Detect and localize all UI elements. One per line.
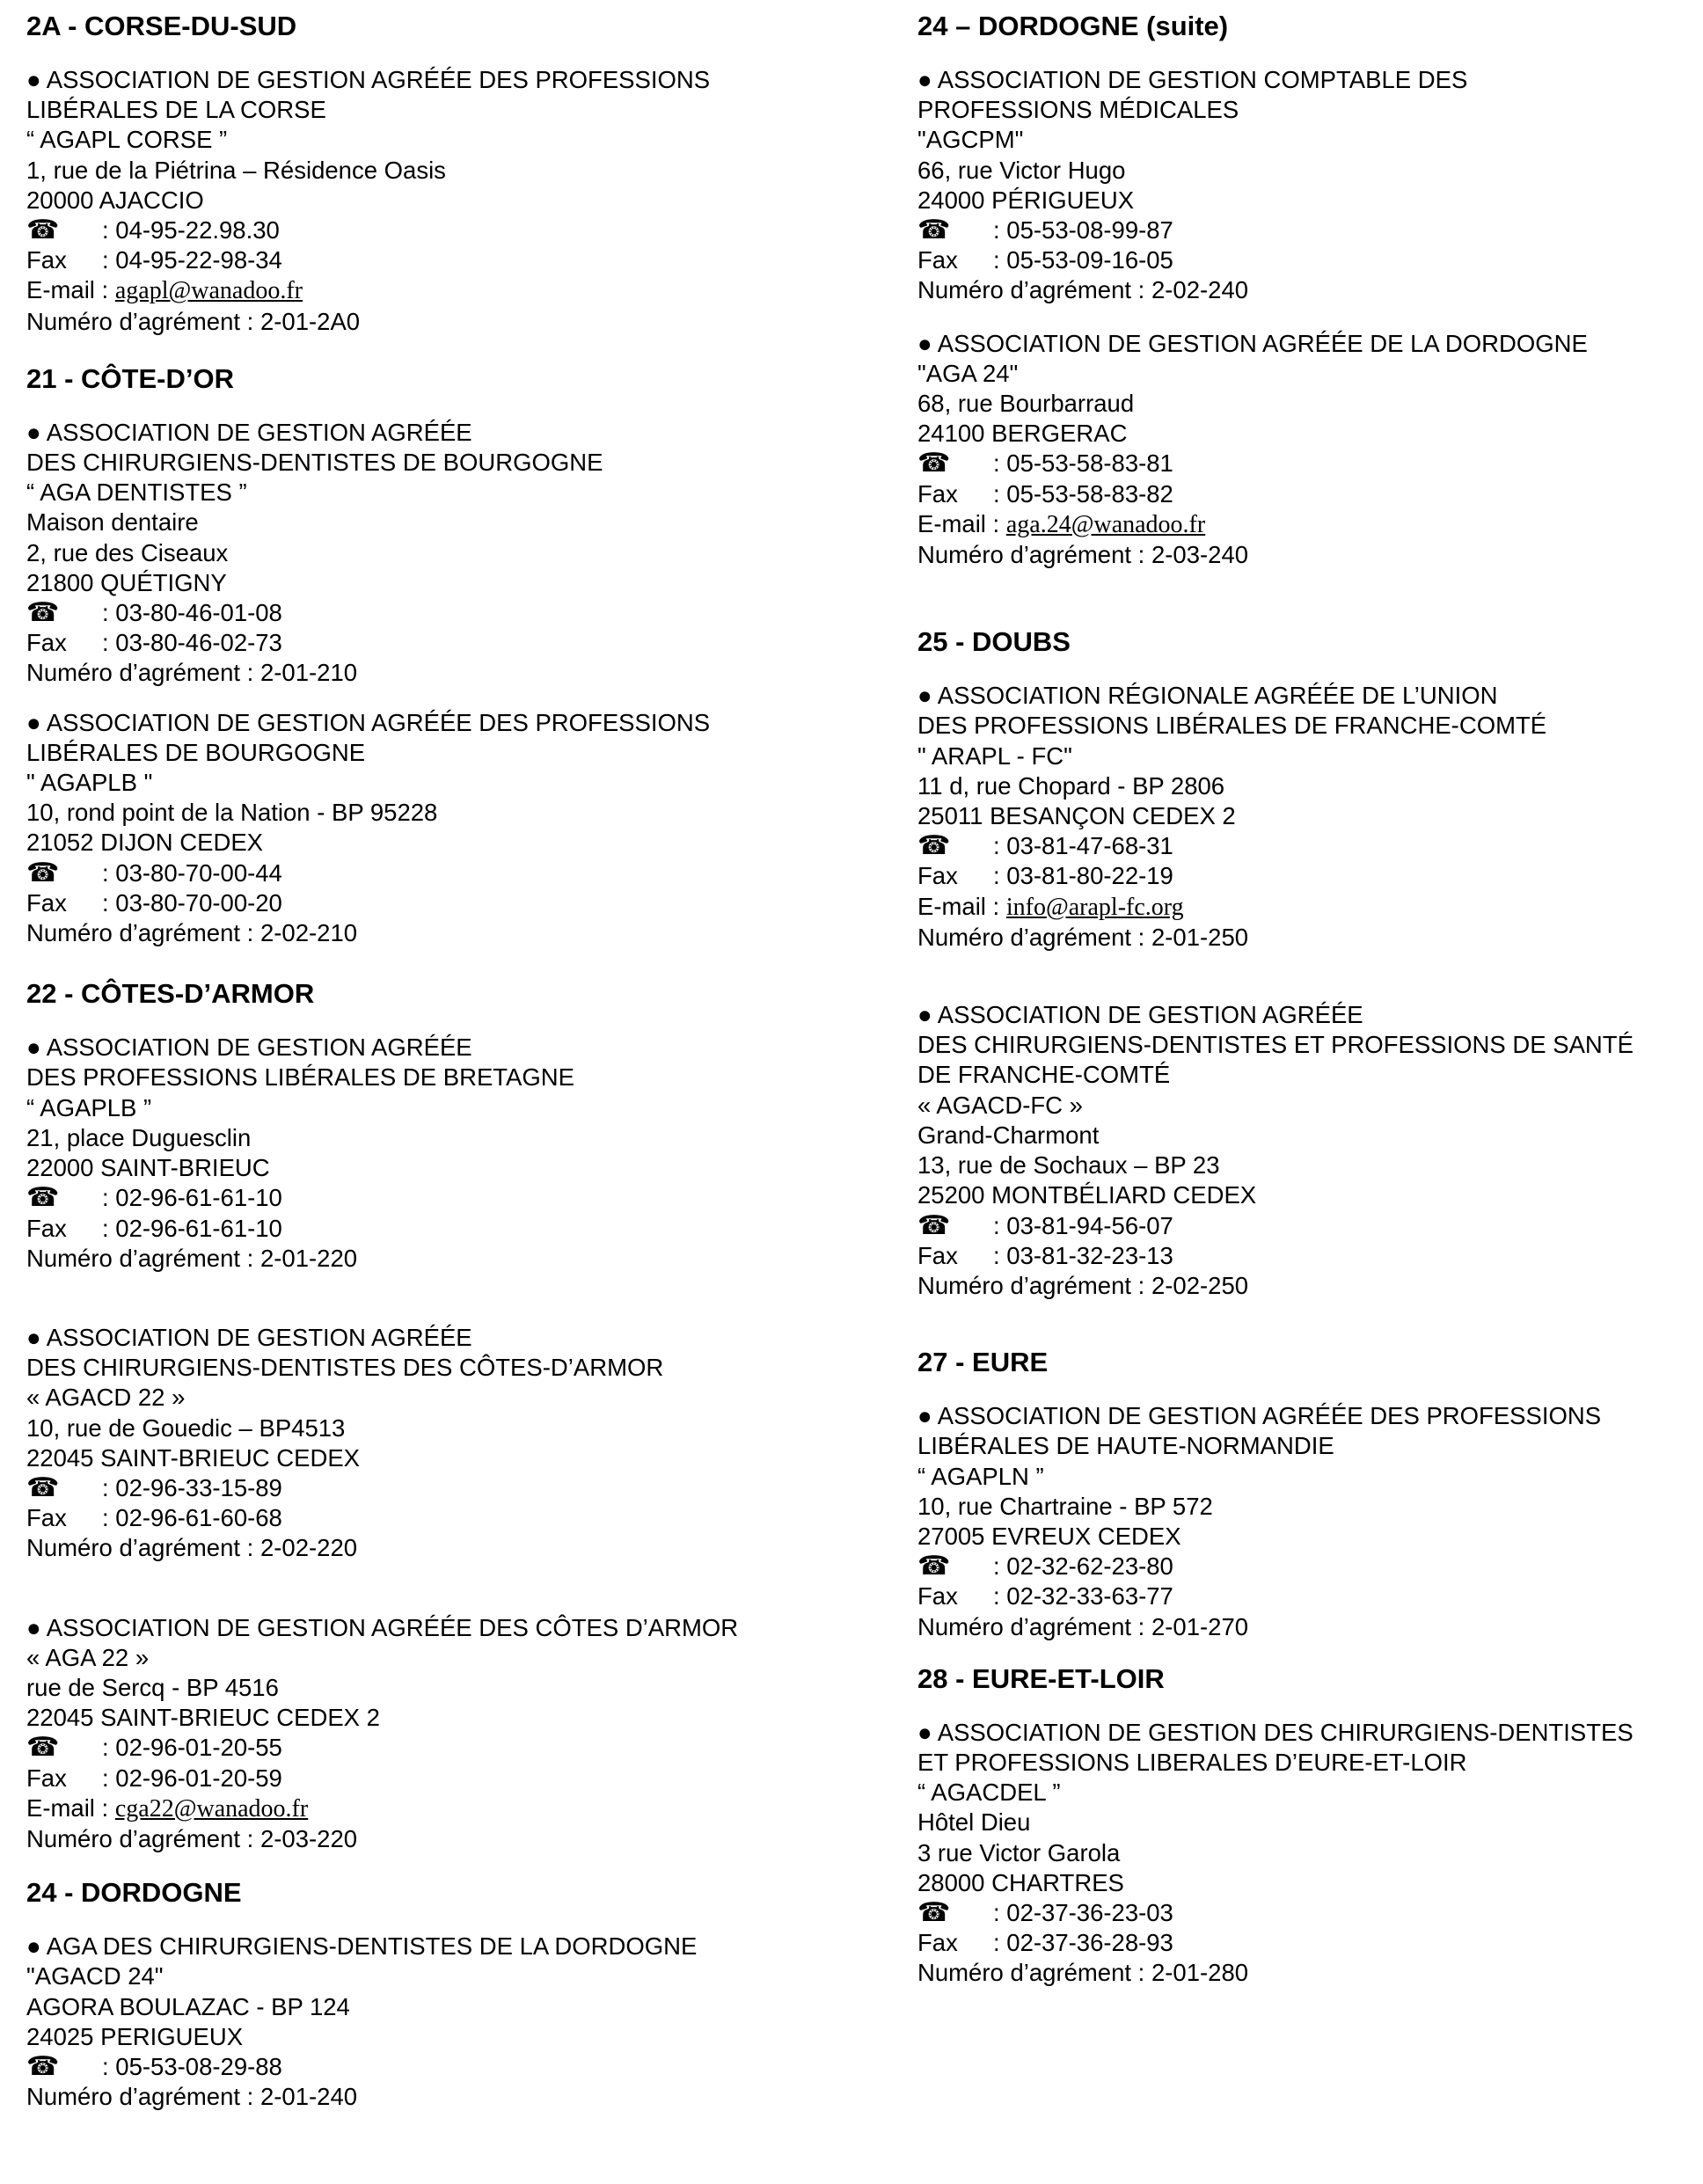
association-entry: [26, 418, 871, 689]
association-entry: [917, 1401, 1692, 1642]
address-line: 10, rue Chartraine - BP 572: [917, 1492, 1213, 1520]
association-name-line: DES PROFESSIONS LIBÉRALES DE BRETAGNE: [26, 1063, 574, 1092]
association-name-line: DES CHIRURGIENS-DENTISTES ET PROFESSIONS DE SANTÉ: [917, 1031, 1634, 1059]
telephone-icon: ☎: [26, 1183, 60, 1213]
association-name-line: ● ASSOCIATION DE GESTION AGRÉÉE DES CÔTES D’ARMOR: [26, 1613, 739, 1641]
agrement-number: Numéro d’agrément : 2-01-250: [917, 923, 1249, 951]
fax-row: [26, 1764, 871, 1793]
phone-number: : 02-37-36-23-03: [993, 1898, 1173, 1926]
fax-label: Fax: [26, 1214, 67, 1242]
fax-row: [917, 1581, 1692, 1611]
phone-row: [917, 831, 1692, 861]
telephone-icon: ☎: [26, 598, 60, 628]
association-name-line: ● ASSOCIATION DE GESTION COMPTABLE DES: [917, 66, 1468, 93]
agrement-number: Numéro d’agrément : 2-01-240: [26, 2083, 358, 2111]
phone-number: : 05-53-08-29-88: [102, 2052, 282, 2080]
association-entry: [26, 1323, 871, 1564]
association-name-line: ● ASSOCIATION DE GESTION DES CHIRURGIENS-DENTISTES: [917, 1718, 1634, 1746]
association-name-line: ● ASSOCIATION DE GESTION AGRÉÉE DES PROFESSIONS: [917, 1402, 1602, 1430]
phone-number: : 03-80-70-00-44: [102, 858, 282, 887]
phone-number: : 05-53-58-83-81: [993, 449, 1173, 478]
phone-number: : 02-96-61-61-10: [102, 1184, 282, 1212]
fax-number: : 03-81-32-23-13: [993, 1241, 1173, 1269]
address-line: 2, rue des Ciseaux: [26, 538, 229, 566]
email-row: [917, 892, 1692, 923]
department-heading: 24 - DORDOGNE: [26, 1877, 242, 1909]
telephone-icon: ☎: [917, 215, 951, 245]
association-name-line: ● AGA DES CHIRURGIENS-DENTISTES DE LA DORDOGNE: [26, 1932, 698, 1961]
department-section: [26, 978, 871, 1854]
association-entry: [26, 708, 871, 949]
association-name-line: ● ASSOCIATION DE GESTION AGRÉÉE DE LA DORDOGNE: [917, 329, 1588, 357]
phone-number: : 03-81-47-68-31: [993, 832, 1173, 860]
fax-label: Fax: [917, 1929, 958, 1957]
fax-row: [917, 1241, 1692, 1271]
association-entry: [26, 65, 871, 337]
fax-number: : 03-80-46-02-73: [102, 629, 282, 657]
fax-number: : 05-53-58-83-82: [993, 479, 1173, 508]
fax-row: [917, 479, 1692, 509]
association-acronym: “ AGACDEL ”: [917, 1779, 1061, 1807]
fax-row: [917, 1928, 1692, 1958]
department-section: [917, 1347, 1692, 1642]
email-label: E-mail :: [917, 892, 1006, 920]
department-heading: 2A - CORSE-DU-SUD: [26, 11, 297, 41]
address-line: Maison dentaire: [26, 508, 199, 537]
association-acronym: “ AGAPLB ”: [26, 1093, 152, 1121]
association-name-line: DES PROFESSIONS LIBÉRALES DE FRANCHE-COMTÉ: [917, 712, 1547, 740]
department-section: [26, 11, 871, 337]
association-entry: [917, 1000, 1692, 1301]
phone-row: [26, 215, 871, 245]
department-heading: 25 - DOUBS: [917, 626, 1071, 658]
email-label: E-mail :: [917, 509, 1006, 537]
telephone-icon: ☎: [26, 1733, 60, 1763]
association-entry: [917, 1718, 1692, 1989]
fax-number: : 02-96-01-20-59: [102, 1764, 282, 1792]
phone-number: : 02-96-33-15-89: [102, 1473, 282, 1501]
association-name-line: DES CHIRURGIENS-DENTISTES DE BOURGOGNE: [26, 449, 603, 477]
agrement-number: Numéro d’agrément : 2-03-240: [917, 541, 1249, 569]
address-line: 21800 QUÉTIGNY: [26, 568, 227, 596]
phone-row: [26, 1473, 871, 1503]
fax-label: Fax: [917, 246, 958, 274]
phone-row: [917, 1898, 1692, 1928]
association-name-line: ● ASSOCIATION DE GESTION AGRÉÉE: [26, 418, 472, 446]
fax-label: Fax: [917, 479, 958, 508]
address-line: 27005 EVREUX CEDEX: [917, 1522, 1181, 1550]
agrement-number: Numéro d’agrément : 2-01-280: [917, 1959, 1249, 1987]
address-line: 11 d, rue Chopard - BP 2806: [917, 771, 1225, 800]
phone-number: : 03-80-46-01-08: [102, 599, 282, 627]
address-line: 22045 SAINT-BRIEUC CEDEX 2: [26, 1704, 380, 1732]
agrement-number: Numéro d’agrément : 2-02-210: [26, 919, 358, 947]
address-line: 66, rue Victor Hugo: [917, 156, 1126, 184]
association-acronym: « AGACD 22 »: [26, 1384, 186, 1412]
fax-label: Fax: [917, 862, 958, 890]
fax-row: [26, 888, 871, 918]
association-acronym: « AGACD-FC »: [917, 1091, 1083, 1119]
phone-row: [26, 1183, 871, 1213]
address-line: 28000 CHARTRES: [917, 1868, 1124, 1896]
fax-number: : 02-32-33-63-77: [993, 1582, 1173, 1611]
fax-label: Fax: [26, 1504, 67, 1532]
address-line: 10, rond point de la Nation - BP 95228: [26, 799, 438, 827]
department-heading: 28 - EURE-ET-LOIR: [917, 1662, 1165, 1694]
fax-label: Fax: [26, 629, 67, 657]
fax-number: : 05-53-09-16-05: [993, 246, 1173, 274]
telephone-icon: ☎: [917, 449, 951, 478]
email-row: [26, 1793, 871, 1824]
agrement-number: Numéro d’agrément : 2-01-270: [917, 1612, 1249, 1640]
association-acronym: “ AGAPLN ”: [917, 1462, 1044, 1490]
telephone-icon: ☎: [917, 1552, 951, 1581]
department-heading: 27 - EURE: [917, 1347, 1049, 1378]
association-acronym: "AGACD 24": [26, 1962, 164, 1990]
phone-row: [917, 1552, 1692, 1581]
association-name-line: ● ASSOCIATION DE GESTION AGRÉÉE DES PROFESSIONS: [26, 66, 711, 93]
phone-row: [26, 2052, 871, 2082]
association-name-line: ● ASSOCIATION DE GESTION AGRÉÉE DES PROFESSIONS: [26, 708, 711, 736]
address-line: 22045 SAINT-BRIEUC CEDEX: [26, 1443, 361, 1472]
agrement-number: Numéro d’agrément : 2-01-2A0: [26, 307, 361, 335]
phone-row: [26, 598, 871, 628]
association-name-line: LIBÉRALES DE BOURGOGNE: [26, 738, 366, 766]
phone-row: [917, 215, 1692, 245]
address-line: 10, rue de Gouedic – BP4513: [26, 1413, 346, 1442]
fax-number: : 02-37-36-28-93: [993, 1929, 1173, 1957]
email-label: E-mail :: [26, 1793, 115, 1822]
address-line: 68, rue Bourbarraud: [917, 390, 1135, 418]
address-line: 20000 AJACCIO: [26, 186, 204, 214]
address-line: 25200 MONTBÉLIARD CEDEX: [917, 1181, 1257, 1209]
phone-number: : 05-53-08-99-87: [993, 216, 1173, 245]
address-line: 24025 PERIGUEUX: [26, 2022, 244, 2050]
address-line: 1, rue de la Piétrina – Résidence Oasis: [26, 156, 446, 184]
association-name-line: ● ASSOCIATION DE GESTION AGRÉÉE: [26, 1323, 472, 1351]
association-acronym: " AGAPLB ": [26, 769, 153, 797]
address-line: 3 rue Victor Garola: [917, 1838, 1121, 1866]
fax-label: Fax: [26, 888, 67, 917]
telephone-icon: ☎: [917, 831, 951, 861]
address-line: 24100 BERGERAC: [917, 420, 1128, 448]
association-name-line: DE FRANCHE-COMTÉ: [917, 1061, 1171, 1089]
association-name-line: ET PROFESSIONS LIBERALES D’EURE-ET-LOIR: [917, 1748, 1467, 1776]
telephone-icon: ☎: [26, 215, 60, 245]
department-heading: 24 – DORDOGNE (suite): [917, 11, 1229, 41]
association-name-line: PROFESSIONS MÉDICALES: [917, 96, 1239, 124]
agrement-number: Numéro d’agrément : 2-01-210: [26, 659, 358, 687]
left-column: [26, 11, 871, 2112]
association-name-line: LIBÉRALES DE LA CORSE: [26, 96, 326, 124]
fax-row: [26, 1214, 871, 1244]
association-name-line: ● ASSOCIATION DE GESTION AGRÉÉE: [26, 1034, 472, 1062]
department-section: [917, 1663, 1692, 1989]
association-name-line: DES CHIRURGIENS-DENTISTES DES CÔTES-D’ARMOR: [26, 1354, 664, 1382]
phone-row: [917, 449, 1692, 478]
address-line: Hôtel Dieu: [917, 1808, 1031, 1837]
department-heading: 21 - CÔTE-D’OR: [26, 362, 234, 394]
phone-number: : 03-81-94-56-07: [993, 1211, 1173, 1239]
agrement-number: Numéro d’agrément : 2-02-240: [917, 276, 1249, 304]
department-section: [26, 1877, 871, 2112]
fax-row: [917, 861, 1692, 891]
email-row: [26, 275, 871, 306]
association-name-line: ● ASSOCIATION RÉGIONALE AGRÉÉE DE L’UNION: [917, 682, 1498, 710]
telephone-icon: ☎: [26, 2051, 60, 2081]
phone-number: : 02-96-01-20-55: [102, 1734, 282, 1762]
address-line: 25011 BESANÇON CEDEX 2: [917, 802, 1236, 830]
telephone-icon: ☎: [917, 1210, 951, 1240]
fax-label: Fax: [917, 1241, 958, 1269]
fax-row: [26, 245, 871, 275]
phone-row: [26, 858, 871, 888]
phone-row: [26, 1733, 871, 1763]
phone-row: [917, 1211, 1692, 1241]
fax-number: : 04-95-22-98-34: [102, 246, 282, 274]
email-link[interactable]: info@arapl-fc.org: [1005, 893, 1184, 921]
email-link[interactable]: agapl@wanadoo.fr: [114, 277, 303, 305]
fax-number: : 02-96-61-60-68: [102, 1504, 282, 1532]
association-acronym: « AGA 22 »: [26, 1643, 150, 1671]
phone-number: : 04-95-22.98.30: [102, 216, 280, 245]
department-heading: 22 - CÔTES-D’ARMOR: [26, 978, 315, 1010]
phone-number: : 02-32-62-23-80: [993, 1552, 1173, 1581]
department-section: [917, 11, 1692, 570]
fax-row: [26, 1503, 871, 1533]
fax-number: : 02-96-61-61-10: [102, 1214, 282, 1242]
association-acronym: "AGA 24": [917, 359, 1019, 387]
association-entry: [26, 1932, 871, 2112]
telephone-icon: ☎: [26, 1472, 60, 1502]
fax-number: : 03-81-80-22-19: [993, 862, 1173, 890]
association-acronym: " ARAPL - FC": [917, 741, 1072, 770]
address-line: 24000 PÉRIGUEUX: [917, 186, 1135, 214]
association-entry: [26, 1033, 871, 1274]
association-entry: [26, 1613, 871, 1855]
association-acronym: "AGCPM": [917, 126, 1024, 154]
association-name-line: LIBÉRALES DE HAUTE-NORMANDIE: [917, 1432, 1334, 1460]
agrement-number: Numéro d’agrément : 2-01-220: [26, 1244, 358, 1272]
fax-row: [917, 245, 1692, 275]
right-column: [917, 11, 1692, 1989]
agrement-number: Numéro d’agrément : 2-03-220: [26, 1824, 358, 1852]
email-row: [917, 509, 1692, 540]
fax-number: : 03-80-70-00-20: [102, 888, 282, 917]
address-line: 21, place Duguesclin: [26, 1123, 252, 1151]
department-section: [26, 363, 871, 948]
address-line: AGORA BOULAZAC - BP 124: [26, 1992, 350, 2020]
fax-label: Fax: [26, 246, 67, 274]
association-entry: [917, 681, 1692, 953]
address-line: 13, rue de Sochaux – BP 23: [917, 1151, 1220, 1180]
address-line: 21052 DIJON CEDEX: [26, 829, 263, 857]
fax-label: Fax: [26, 1764, 67, 1792]
address-line: 22000 SAINT-BRIEUC: [26, 1154, 270, 1182]
address-line: rue de Sercq - BP 4516: [26, 1673, 279, 1701]
department-section: [917, 626, 1692, 1301]
fax-label: Fax: [917, 1582, 958, 1611]
fax-row: [26, 628, 871, 658]
association-acronym: “ AGAPL CORSE ”: [26, 126, 228, 154]
email-label: E-mail :: [26, 276, 115, 304]
agrement-number: Numéro d’agrément : 2-02-220: [26, 1534, 358, 1562]
association-acronym: “ AGA DENTISTES ”: [26, 478, 247, 507]
email-link[interactable]: cga22@wanadoo.fr: [114, 1794, 309, 1822]
agrement-number: Numéro d’agrément : 2-02-250: [917, 1271, 1249, 1299]
address-line: Grand-Charmont: [917, 1121, 1100, 1149]
association-entry: [917, 329, 1692, 571]
telephone-icon: ☎: [26, 858, 60, 887]
telephone-icon: ☎: [917, 1897, 951, 1927]
email-link[interactable]: aga.24@wanadoo.fr: [1005, 510, 1206, 538]
association-name-line: ● ASSOCIATION DE GESTION AGRÉÉE: [917, 1001, 1363, 1029]
association-entry: [917, 65, 1692, 306]
